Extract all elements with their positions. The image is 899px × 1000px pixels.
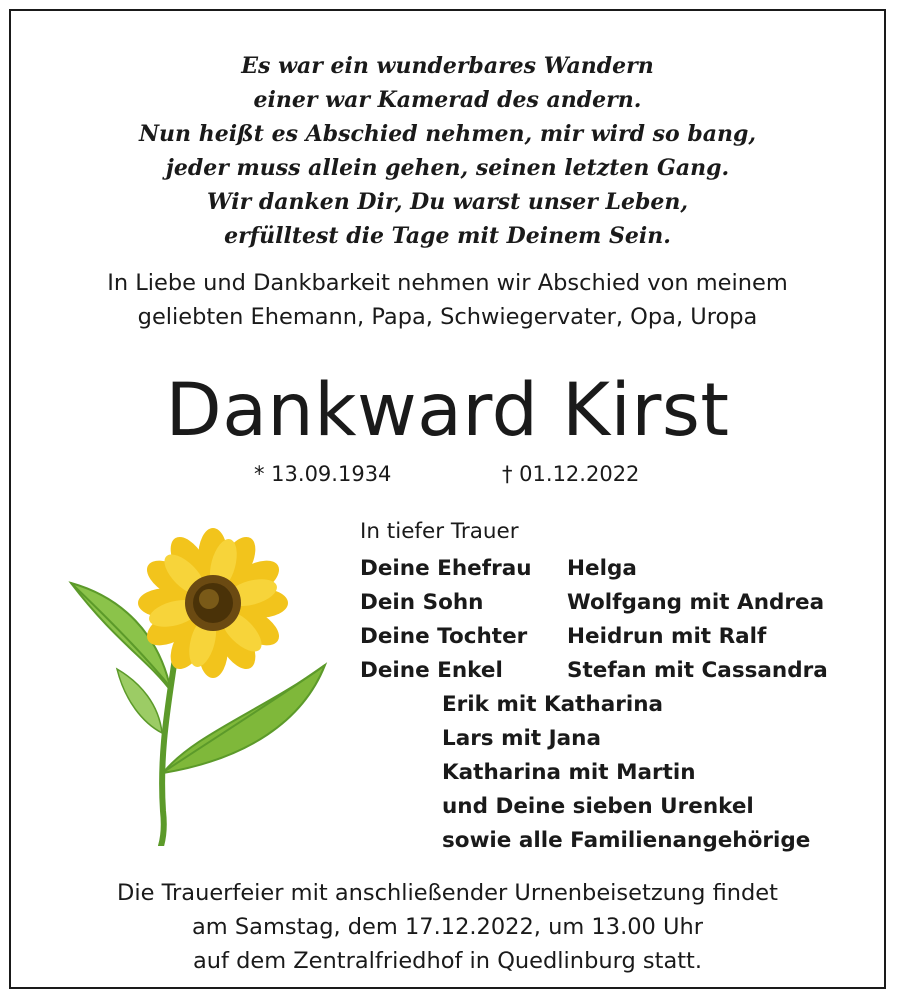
mourner-extra-line: und Deine sieben Urenkel (442, 794, 754, 819)
mourning-heading: In tiefer Trauer (360, 519, 519, 544)
ceremony-line: auf dem Zentralfriedhof in Quedlinburg statt. (192, 948, 703, 974)
mourner-extra-line: Lars mit Jana (442, 726, 601, 751)
mourner-names: Wolfgang mit Andrea (567, 590, 825, 615)
intro-line: In Liebe und Dankbarkeit nehmen wir Abschied von meinem (107, 270, 788, 296)
birth-date: * 13.09.1934 (254, 462, 392, 486)
mourner-extra-line: Erik mit Katharina (442, 692, 664, 717)
mourner-relation: Deine Enkel (360, 658, 503, 683)
poem-line: erfülltest die Tage mit Deinem Sein. (224, 223, 671, 249)
mourner-relation: Dein Sohn (360, 590, 484, 615)
mourner-extra-line: sowie alle Familienangehörige (442, 828, 811, 853)
poem (11, 49, 884, 253)
mourner-relation: Deine Ehefrau (360, 556, 532, 581)
mourner-names: Heidrun mit Ralf (567, 624, 767, 649)
mourner-names: Helga (567, 556, 637, 581)
farewell-intro (11, 266, 884, 334)
deceased-name: Dankward Kirst (165, 368, 730, 453)
mourner-extra-line: Katharina mit Martin (442, 760, 696, 785)
poem-line: Nun heißt es Abschied nehmen, mir wird so bang, (138, 121, 757, 147)
ceremony-line: Die Trauerfeier mit anschließender Urnenbeisetzung findet (117, 880, 778, 906)
mourner-names: Stefan mit Cassandra (567, 658, 828, 683)
sunflower-icon (51, 511, 351, 846)
obituary-frame (9, 9, 886, 989)
intro-line: geliebten Ehemann, Papa, Schwiegervater, Opa, Uropa (137, 304, 758, 330)
poem-line: Es war ein wunderbares Wandern (241, 53, 654, 79)
poem-line: jeder muss allein gehen, seinen letzten Gang. (165, 155, 730, 181)
poem-line: einer war Kamerad des andern. (253, 87, 642, 113)
mourner-relation: Deine Tochter (360, 624, 528, 649)
ceremony-line: am Samstag, dem 17.12.2022, um 13.00 Uhr (192, 914, 703, 940)
death-date: † 01.12.2022 (502, 462, 640, 486)
poem-line: Wir danken Dir, Du warst unser Leben, (206, 189, 689, 215)
funeral-details (11, 876, 884, 978)
